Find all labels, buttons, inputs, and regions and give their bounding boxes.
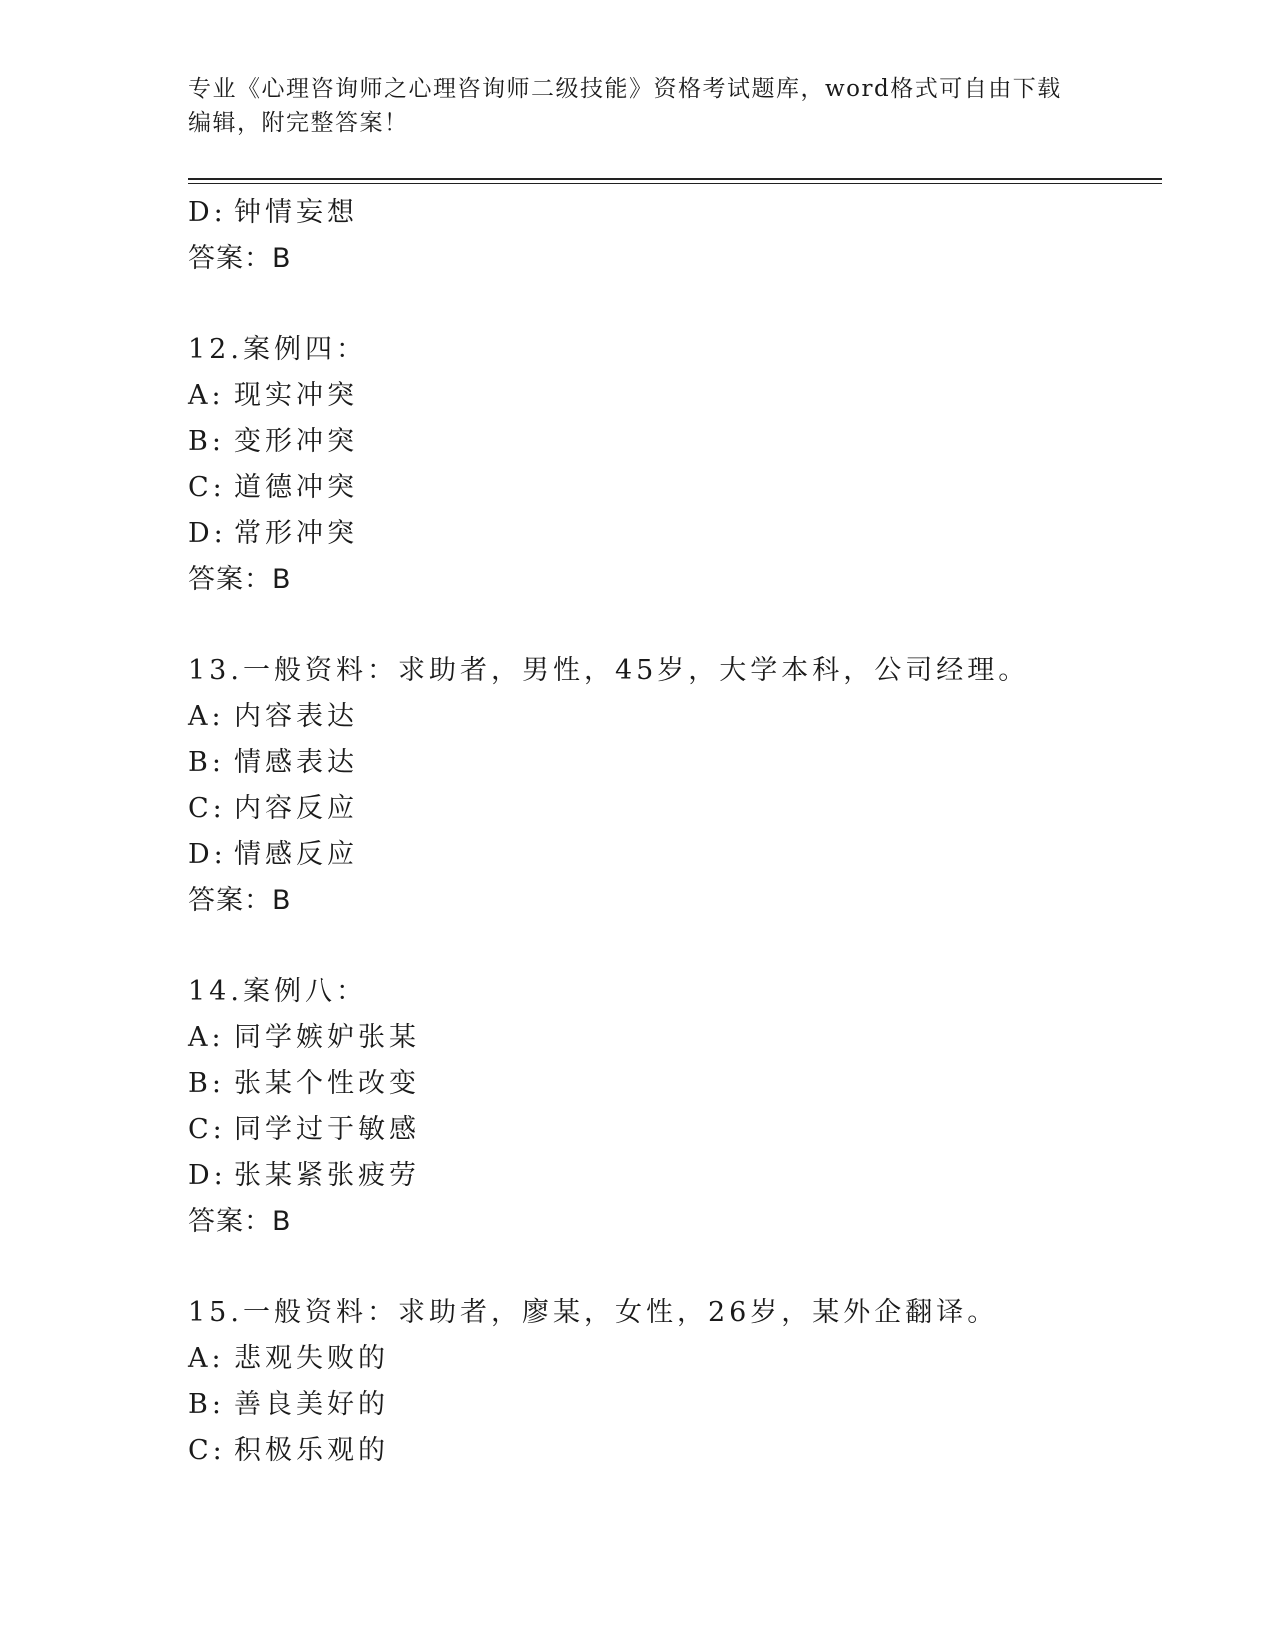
option-label: B: <box>188 1389 225 1420</box>
option-label: C: <box>188 1435 226 1466</box>
option-label: D: <box>188 1160 227 1191</box>
option-label: A: <box>188 701 225 732</box>
header-double-rule <box>188 178 1162 185</box>
document-header <box>188 72 1068 140</box>
option-text: 内容反应 <box>234 793 358 824</box>
option-label: A: <box>188 1022 225 1053</box>
option-row <box>188 832 1148 878</box>
option-text: 同学过于敏感 <box>234 1114 420 1145</box>
option-text: 情感表达 <box>234 747 358 778</box>
option-row <box>188 1061 1148 1107</box>
answer-line: 答案：B <box>188 1206 292 1237</box>
option-label: D: <box>188 197 227 228</box>
option-row <box>188 465 1148 511</box>
rule-thin <box>188 183 1162 184</box>
option-label: B: <box>188 747 225 778</box>
option-row <box>188 1382 1148 1428</box>
question-stem: 13.一般资料：求助者，男性，45岁，大学本科，公司经理。 <box>188 655 1030 686</box>
header-line-1: 专业《心理咨询师之心理咨询师二级技能》资格考试题库，word格式可自由下载 <box>188 76 1062 102</box>
option-label: C: <box>188 793 226 824</box>
option-label: D: <box>188 518 227 549</box>
option-text: 道德冲突 <box>234 472 358 503</box>
option-label: B: <box>188 1068 225 1099</box>
option-text: 内容表达 <box>234 701 358 732</box>
question-stem: 12.案例四： <box>188 334 367 365</box>
option-row <box>188 694 1148 740</box>
option-row <box>188 373 1148 419</box>
option-text: 钟情妄想 <box>234 197 358 228</box>
option-text: 同学嫉妒张某 <box>234 1022 420 1053</box>
option-text: 善良美好的 <box>234 1389 389 1420</box>
option-text: 现实冲突 <box>234 380 358 411</box>
option-text: 张某个性改变 <box>234 1068 420 1099</box>
answer-line: 答案：B <box>188 243 292 274</box>
option-text: 积极乐观的 <box>234 1435 389 1466</box>
option-text: 情感反应 <box>234 839 358 870</box>
option-row <box>188 419 1148 465</box>
option-row <box>188 740 1148 786</box>
option-row <box>188 1336 1148 1382</box>
header-line-2: 编辑，附完整答案！ <box>188 110 409 136</box>
option-label: A: <box>188 380 225 411</box>
option-row <box>188 1153 1148 1199</box>
option-text: 常形冲突 <box>234 518 358 549</box>
option-row <box>188 190 1148 236</box>
question-stem: 15.一般资料：求助者，廖某，女性，26岁，某外企翻译。 <box>188 1297 999 1328</box>
question-stem: 14.案例八： <box>188 976 367 1007</box>
answer-line: 答案：B <box>188 564 292 595</box>
option-label: A: <box>188 1343 225 1374</box>
option-label: C: <box>188 472 226 503</box>
option-row <box>188 1107 1148 1153</box>
option-label: D: <box>188 839 227 870</box>
option-row <box>188 1428 1148 1474</box>
option-text: 悲观失败的 <box>234 1343 389 1374</box>
question-list <box>188 190 1148 1474</box>
answer-line: 答案：B <box>188 885 292 916</box>
rule-thick <box>188 178 1162 180</box>
option-text: 变形冲突 <box>234 426 358 457</box>
option-row <box>188 1015 1148 1061</box>
option-row <box>188 786 1148 832</box>
option-label: C: <box>188 1114 226 1145</box>
option-label: B: <box>188 426 225 457</box>
option-row <box>188 511 1148 557</box>
option-text: 张某紧张疲劳 <box>234 1160 420 1191</box>
